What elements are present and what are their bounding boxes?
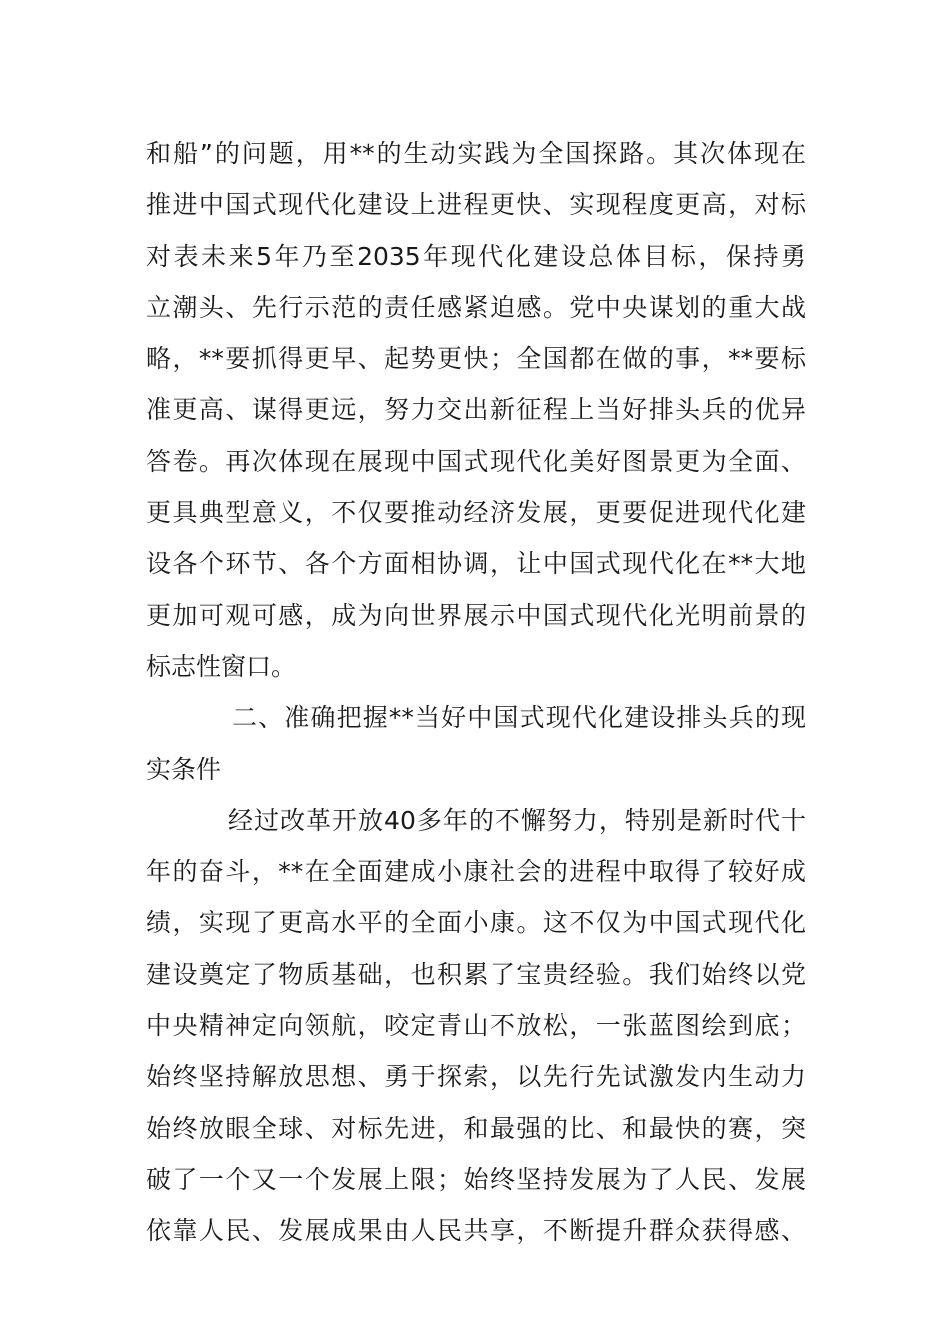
paragraph-line: 始终坚持解放思想、勇于探索，以先行先试激发内生动力 bbox=[146, 1062, 806, 1092]
paragraph-line: 更加可观可感，成为向世界展示中国式现代化光明前景的 bbox=[146, 600, 806, 630]
paragraph-line: 绩，实现了更高水平的全面小康。这不仅为中国式现代化 bbox=[146, 908, 806, 938]
paragraph-line: 对表未来5年乃至2035年现代化建设总体目标，保持勇 bbox=[146, 241, 806, 271]
paragraph-line: 和船”的问题，用**的生动实践为全国探路。其次体现在 bbox=[146, 139, 806, 168]
paragraph-2 bbox=[146, 795, 806, 1257]
paragraph-line: 设各个环节、各个方面相协调，让中国式现代化在**大地 bbox=[146, 549, 806, 579]
heading-line: 二、准确把握**当好中国式现代化建设排头兵的现 bbox=[232, 703, 806, 733]
paragraph-line: 准更高、谋得更远，努力交出新征程上当好排头兵的优异 bbox=[146, 395, 806, 425]
paragraph-line: 年的奋斗，**在全面建成小康社会的进程中取得了较好成 bbox=[146, 857, 806, 887]
paragraph-line: 立潮头、先行示范的责任感紧迫感。党中央谋划的重大战 bbox=[146, 292, 806, 322]
heading-line: 实条件 bbox=[146, 754, 222, 784]
paragraph-line: 始终放眼全球、对标先进，和最强的比、和最快的赛，突 bbox=[146, 1113, 806, 1143]
paragraph-1 bbox=[146, 128, 806, 692]
paragraph-line: 破了一个又一个发展上限；始终坚持发展为了人民、发展 bbox=[146, 1164, 806, 1194]
paragraph-line: 更具典型意义，不仅要推动经济发展，更要促进现代化建 bbox=[146, 498, 806, 528]
paragraph-line: 略，**要抓得更早、起势更快；全国都在做的事，**要标 bbox=[146, 344, 806, 374]
paragraph-line: 标志性窗口。 bbox=[146, 651, 297, 681]
paragraph-line: 推进中国式现代化建设上进程更快、实现程度更高，对标 bbox=[146, 190, 806, 220]
paragraph-line: 经过改革开放40多年的不懈努力，特别是新时代十 bbox=[228, 805, 806, 835]
paragraph-line: 答卷。再次体现在展现中国式现代化美好图景更为全面、 bbox=[146, 446, 806, 476]
document-body bbox=[146, 128, 806, 1257]
paragraph-line: 中央精神定向领航，咬定青山不放松，一张蓝图绘到底； bbox=[146, 1011, 806, 1041]
paragraph-line: 依靠人民、发展成果由人民共享，不断提升群众获得感、 bbox=[146, 1216, 806, 1246]
section-heading-2 bbox=[146, 692, 806, 795]
paragraph-line: 建设奠定了物质基础，也积累了宝贵经验。我们始终以党 bbox=[146, 959, 806, 989]
